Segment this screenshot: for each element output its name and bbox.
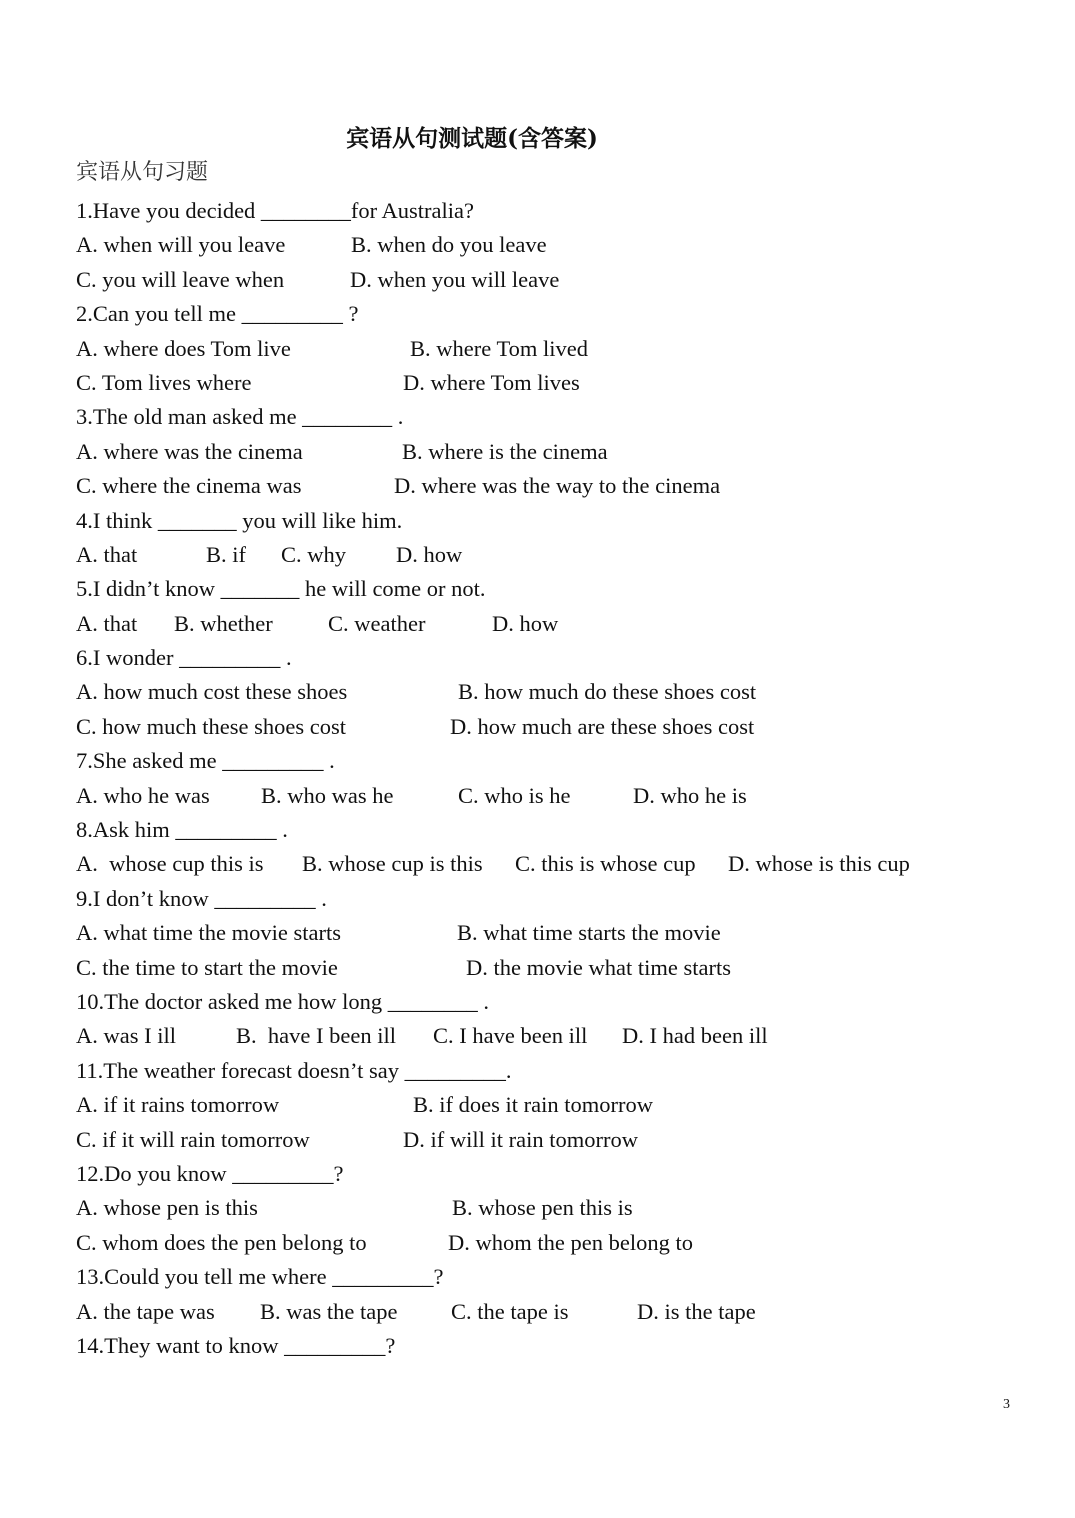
question-stem: 7.She asked me _________ . xyxy=(76,748,335,774)
answer-option: A. what time the movie starts xyxy=(76,920,341,946)
answer-option: D. where Tom lives xyxy=(403,369,580,395)
answer-option: A. when will you leave xyxy=(76,232,286,258)
answer-option: C. this is whose cup xyxy=(515,851,696,877)
question-stem: 5.I didn’t know _______ he will come or not. xyxy=(76,576,486,602)
question-stem: 13.Could you tell me where _________? xyxy=(76,1264,444,1290)
answer-option: D. when you will leave xyxy=(350,266,560,292)
question-stem: 10.The doctor asked me how long ________ . xyxy=(76,988,490,1014)
answer-option: D. how much are these shoes cost xyxy=(450,713,755,739)
answer-option: C. whom does the pen belong to xyxy=(76,1229,367,1255)
answer-option: C. the tape is xyxy=(451,1298,569,1324)
answer-option: C. I have been ill xyxy=(433,1023,588,1049)
answer-option: D. I had been ill xyxy=(622,1023,768,1049)
question-stem: 11.The weather forecast doesn’t say _________. xyxy=(76,1057,512,1083)
answer-option: B. who was he xyxy=(261,782,394,808)
question-stem: 6.I wonder _________ . xyxy=(76,645,292,671)
answer-option: C. who is he xyxy=(458,782,571,808)
answer-option: D. if will it rain tomorrow xyxy=(403,1126,638,1152)
options-row xyxy=(76,1191,996,1225)
answer-option: C. how much these shoes cost xyxy=(76,713,346,739)
answer-option: A. was I ill xyxy=(76,1023,176,1049)
options-row xyxy=(76,435,996,469)
options-row xyxy=(76,228,996,262)
options-row xyxy=(76,1019,996,1053)
question-list xyxy=(76,194,996,1363)
answer-option: C. you will leave when xyxy=(76,266,285,292)
answer-option: D. who he is xyxy=(633,782,747,808)
answer-option: A. whose cup this is xyxy=(76,851,264,877)
answer-option: A. where was the cinema xyxy=(76,438,303,464)
options-row xyxy=(76,1295,996,1329)
question-stem: 2.Can you tell me _________ ? xyxy=(76,301,359,327)
answer-option: B. whether xyxy=(174,610,273,636)
answer-option: C. Tom lives where xyxy=(76,369,252,395)
answer-option: B. when do you leave xyxy=(351,232,547,258)
answer-option: D. whom the pen belong to xyxy=(448,1229,693,1255)
answer-option: B. whose pen this is xyxy=(452,1195,633,1221)
question-stem: 1.Have you decided ________for Australia? xyxy=(76,198,475,223)
answer-option: C. why xyxy=(281,541,347,567)
options-row xyxy=(76,675,996,709)
answer-option: B. how much do these shoes cost xyxy=(458,679,757,705)
options-row xyxy=(76,916,996,950)
answer-option: C. weather xyxy=(328,610,426,636)
answer-option: D. the movie what time starts xyxy=(466,954,731,980)
answer-option: B. have I been ill xyxy=(236,1023,396,1049)
answer-option: A. whose pen is this xyxy=(76,1195,258,1221)
answer-option: D. whose is this cup xyxy=(728,851,910,877)
options-row xyxy=(76,1226,996,1260)
document-title: 宾语从句测试题(含答案) xyxy=(346,125,598,152)
answer-option: D. how xyxy=(396,541,463,567)
answer-option: D. how xyxy=(492,610,559,636)
answer-option: C. the time to start the movie xyxy=(76,954,338,980)
options-row xyxy=(76,332,996,366)
answer-option: B. whose cup is this xyxy=(302,851,483,877)
question-stem: 9.I don’t know _________ . xyxy=(76,885,327,911)
answer-option: B. was the tape xyxy=(260,1298,398,1324)
options-row xyxy=(76,366,996,400)
answer-option: A. who he was xyxy=(76,782,210,808)
options-row xyxy=(76,779,996,813)
answer-option: B. if xyxy=(206,541,247,567)
answer-option: A. the tape was xyxy=(76,1298,215,1324)
answer-option: A. that xyxy=(76,610,138,636)
options-row xyxy=(76,263,996,297)
answer-option: B. if does it rain tomorrow xyxy=(413,1092,653,1118)
options-row xyxy=(76,710,996,744)
answer-option: B. where is the cinema xyxy=(402,438,608,464)
answer-option: A. if it rains tomorrow xyxy=(76,1092,280,1118)
question-stem: 4.I think _______ you will like him. xyxy=(76,507,403,533)
answer-option: C. where the cinema was xyxy=(76,473,302,499)
options-row xyxy=(76,607,996,641)
question-stem: 3.The old man asked me ________ . xyxy=(76,404,404,430)
options-row xyxy=(76,1123,996,1157)
question-stem: 14.They want to know _________? xyxy=(76,1332,396,1358)
options-row xyxy=(76,951,996,985)
options-row xyxy=(76,847,996,881)
section-heading: 宾语从句习题 xyxy=(76,160,209,185)
page-number: 3 xyxy=(1003,1397,1010,1412)
answer-option: B. where Tom lived xyxy=(410,335,588,361)
options-row xyxy=(76,1088,996,1122)
answer-option: B. what time starts the movie xyxy=(457,920,721,946)
answer-option: A. where does Tom live xyxy=(76,335,291,361)
options-row xyxy=(76,469,996,503)
answer-option: C. if it will rain tomorrow xyxy=(76,1126,310,1152)
answer-option: D. is the tape xyxy=(637,1298,756,1324)
question-stem: 12.Do you know _________? xyxy=(76,1160,344,1186)
answer-option: A. that xyxy=(76,541,138,567)
answer-option: A. how much cost these shoes xyxy=(76,679,348,705)
question-stem: 8.Ask him _________ . xyxy=(76,817,288,843)
answer-option: D. where was the way to the cinema xyxy=(394,473,721,499)
options-row xyxy=(76,538,996,572)
